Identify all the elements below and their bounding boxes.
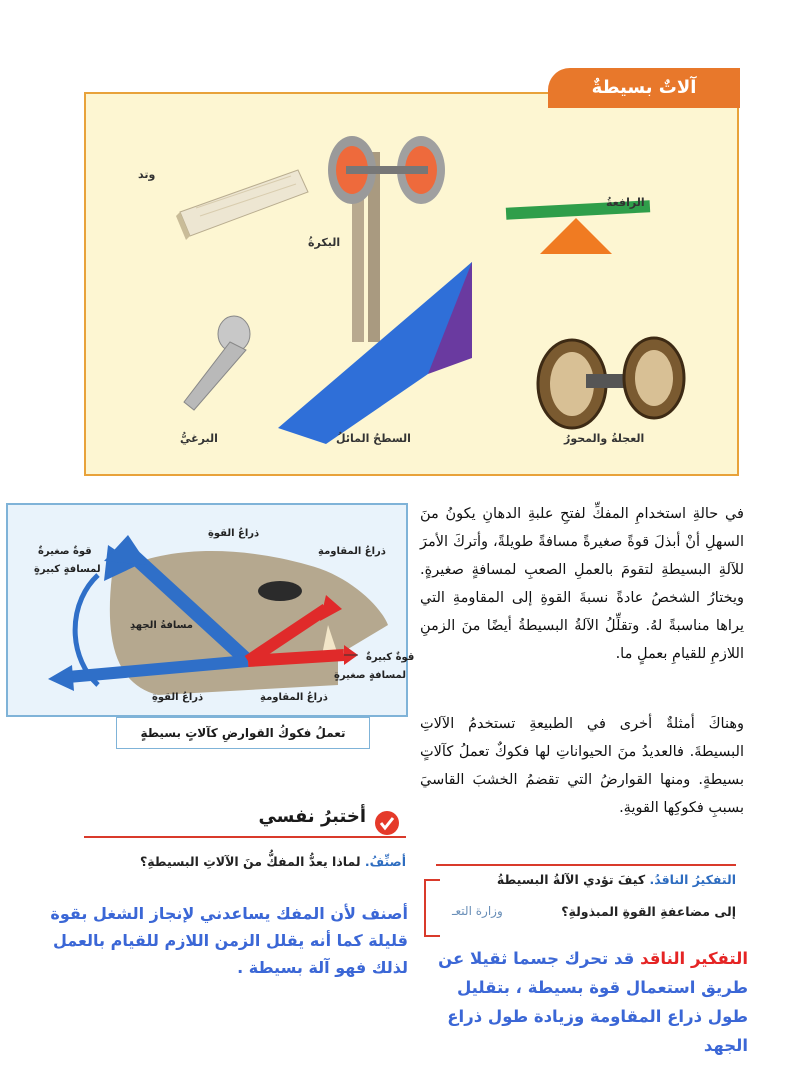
self-test-rule	[84, 836, 406, 838]
question-keyword: أصنِّفُ.	[364, 854, 406, 869]
large-force-label: قوةٌ كبيرةٌ	[366, 652, 415, 663]
question-text: لماذا يعدُّ المفكُّ منَ الآلاتِ البسيطةِ؟	[139, 854, 361, 869]
watermark-text: وزارة التعـ	[452, 904, 503, 918]
inclined-plane-label: السطحُ المائلُ	[336, 432, 411, 445]
simple-machines-illustration	[86, 112, 737, 474]
small-distance-label: لمسافةٍ صغيرةٍ	[334, 670, 406, 681]
answer-keyword: أصنف	[361, 904, 408, 923]
critical-thinking-rule	[436, 864, 736, 866]
answer-text: لأن المفك يساعدني لإنجاز الشغل بقوة قليلة كما أنه يقلل الزمن اللازم للقيام بالعمل لذلك فهو آلة بسيطة .	[50, 904, 408, 977]
large-distance-label: لمسافةٍ كبيرةٍ	[34, 564, 101, 575]
resistance-arm-label-bottom: ذراعُ المقاومةِ	[260, 692, 328, 703]
self-test-title: أختبرُ نفسي	[258, 806, 366, 827]
effort-distance-label: مسافةُ الجهدِ	[130, 620, 193, 631]
self-test-question	[84, 850, 406, 874]
wheel-axle-label: العجلةُ والمحورُ	[564, 432, 645, 445]
self-test-answer	[40, 900, 408, 981]
rodent-jaw-illustration	[8, 505, 406, 715]
jaw-figure-caption: تعملُ فكوكُ القوارضِ كآلاتٍ بسيطةٍ	[116, 717, 370, 749]
critical-thinking-keyword: التفكيرُ الناقدُ.	[649, 872, 736, 887]
screw-label: البرغيُّ	[180, 432, 218, 445]
critical-thinking-answer-keyword: التفكير الناقد	[640, 949, 748, 968]
wedge-label: وتد	[138, 168, 156, 181]
critical-thinking-question-line1	[440, 872, 736, 887]
critical-thinking-line1-text: كيفَ تؤدي الآلةُ البسيطةُ	[496, 872, 646, 887]
check-icon	[374, 810, 400, 836]
effort-arm-label-top: ذراعُ القوةِ	[208, 528, 260, 539]
effort-arm-label-bottom: ذراعُ القوةِ	[152, 692, 204, 703]
wedge-image	[176, 170, 308, 240]
critical-thinking-question-line2: إلى مضاعفةِ القوةِ المبذولةِ؟	[561, 904, 736, 919]
lever-label: الرافعةُ	[606, 196, 645, 209]
small-force-label: قوةٌ صغيرةٌ	[38, 546, 92, 557]
critical-thinking-bracket	[424, 879, 440, 937]
paragraph-1: في حالةِ استخدامِ المفكِّ لفتحِ علبةِ الدهانِ يكونُ منَ السهلِ أنْ أبذلَ قوةً صغيرةً مسافةً طويلةً، وأتركَ الأمرَ للآلةِ البسيطةِ لتقومَ بالعملِ الصعبِ لمسافةٍ صغيرةٍ. ويختارُ الشخصُ عادةً نسبةَ القوةِ إلى المقاومةِ التي يراها مناسبةً لهُ. وتقلِّلُ الآلةُ البسيطةُ أيضًا منَ الزمنِ اللازمِ للقيامِ بعملٍ ما.	[420, 506, 744, 662]
paragraph-2: وهناكَ أمثلةٌ أخرى في الطبيعةِ تستخدمُ الآلاتِ البسيطةَ. فالعديدُ منَ الحيواناتِ لها فكوكٌ تعملُ كآلاتٍ بسيطةٍ. ومنها القوارضُ التي تقضمُ الخشبَ القاسيَ بسببِ فكوكِها القويةِ.	[420, 716, 744, 816]
resistance-arm-label-top: ذراعُ المقاومةِ	[318, 546, 386, 557]
critical-thinking-answer	[426, 944, 748, 1060]
screw-image	[184, 316, 250, 410]
figure-title: آلاتٌ بسيطةٌ	[548, 68, 740, 108]
wheel-and-axle-image	[538, 338, 684, 428]
pulley-label: البكرةُ	[308, 236, 341, 249]
critical-thinking-answer-text: قد تحرك جسما ثقيلا عن طريق استعمال قوة بسيطة ، بتقليل طول ذراع المقاومة وزيادة طول ذراع الجهد	[438, 949, 748, 1055]
